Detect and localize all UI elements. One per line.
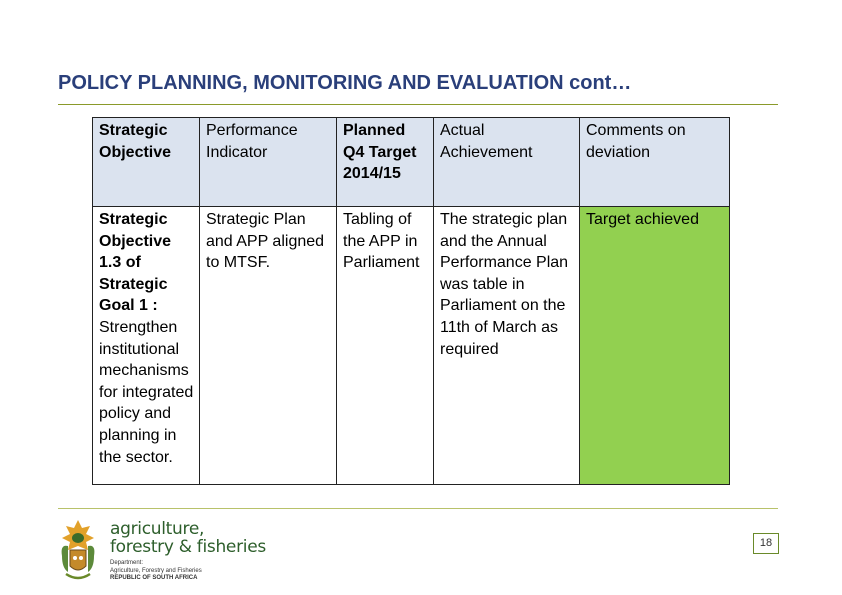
slide-title: POLICY PLANNING, MONITORING AND EVALUATION cont… [58, 72, 632, 94]
footer-divider [58, 508, 778, 509]
header-performance-indicator: Performance Indicator [200, 118, 337, 207]
objective-description: Strengthen institutional mechanisms for integrated policy and planning in the sector. [99, 318, 194, 466]
coat-of-arms-icon [56, 516, 100, 584]
brand-line-2: forestry & fisheries [110, 537, 266, 557]
performance-table [92, 117, 730, 485]
dept-line-2: Agriculture, Forestry and Fisheries [110, 567, 202, 574]
title-divider [58, 104, 778, 105]
cell-comment: Target achieved [580, 207, 730, 485]
table-header-row [93, 118, 730, 207]
header-comments: Comments on deviation [580, 118, 730, 207]
department-label [110, 560, 202, 583]
dept-line-3: REPUBLIC OF SOUTH AFRICA [110, 575, 198, 581]
cell-strategic-objective [93, 207, 200, 485]
page-number: 18 [753, 533, 779, 554]
cell-performance-indicator: Strategic Plan and APP aligned to MTSF. [200, 207, 337, 485]
header-planned-target: Planned Q4 Target 2014/15 [337, 118, 434, 207]
cell-actual-achievement: The strategic plan and the Annual Performance Plan was table in Parliament on the 11th of March as required [434, 207, 580, 485]
objective-heading: Strategic Objective 1.3 of Strategic Goal 1 : [99, 211, 172, 315]
cell-planned-target: Tabling of the APP in Parliament [337, 207, 434, 485]
department-logo [56, 516, 266, 588]
brand-line-1: agriculture, [110, 519, 205, 539]
header-strategic-objective: Strategic Objective [93, 118, 200, 207]
header-actual-achievement: Actual Achievement [434, 118, 580, 207]
dept-line-1: Department: [110, 560, 144, 566]
table-row [93, 207, 730, 485]
